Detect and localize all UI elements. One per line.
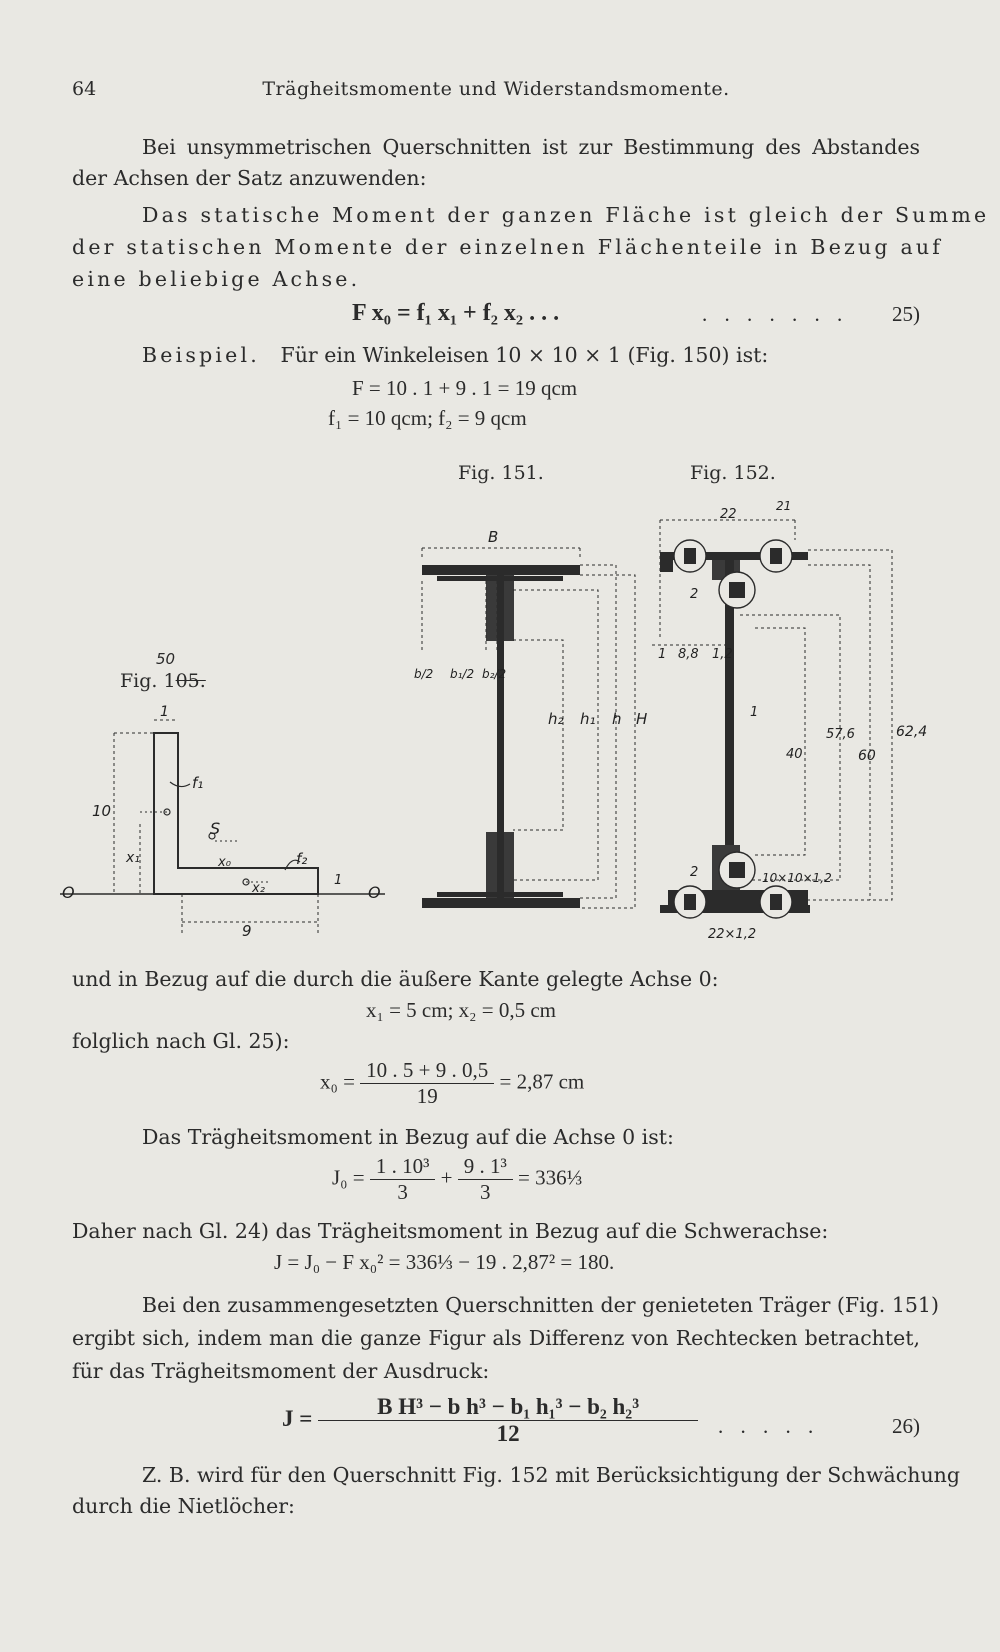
fig150-label-length: 9: [242, 922, 252, 940]
eq-x0-denominator: 19: [416, 1084, 438, 1108]
equation-x0: [320, 1058, 584, 1109]
paragraph-1-line-1: Bei unsymmetrischen Querschnitten ist zur Bestimmung des Abstandes: [142, 135, 920, 159]
paragraph-7-line-3: für das Trägheitsmoment der Ausdruck:: [72, 1359, 490, 1383]
fig150-label-x2: x₂: [252, 881, 265, 896]
fig152-label-top-22: 22: [720, 507, 737, 522]
fig151-label-h2: h₂: [548, 710, 564, 728]
eq-J0-fraction-2: [458, 1154, 513, 1205]
running-title: Trägheitsmomente und Widerstandsmomente.: [262, 78, 730, 100]
fig150-label-x1: x₁: [126, 850, 140, 866]
example-label: Beispiel.: [142, 343, 260, 367]
fig152-label-dim-60: 60: [858, 748, 876, 764]
eq-26-lhs: J =: [282, 1405, 313, 1431]
eq-J0-numerator-1: 1 . 10³: [370, 1154, 436, 1180]
fig-152-caption: Fig. 152.: [690, 462, 776, 484]
fig152-label-plate: 22×1,2: [708, 927, 757, 942]
eq-J0-fraction-1: [370, 1154, 436, 1205]
fig152-label-dim-8-8: 8,8: [678, 647, 699, 662]
equation-area: F = 10 . 1 + 9 . 1 = 19 qcm: [352, 376, 578, 400]
example-text: Für ein Winkeleisen 10 × 10 × 1 (Fig. 150) ist:: [280, 343, 769, 367]
eq-26-numerator: B H³ − b h³ − b₁ h₁³ − b₂ h₂³: [318, 1394, 698, 1421]
eq-J0-numerator-2: 9 . 1³: [458, 1154, 513, 1180]
equation-x1-x2: x₁ = 5 cm; x₂ = 0,5 cm: [366, 998, 556, 1022]
page-number: 64: [72, 78, 97, 100]
equation-J: J = J₀ − F x₀² = 336⅓ − 19 . 2,87² = 180.: [274, 1250, 615, 1274]
fig152-label-bottom-rivet-2: 2: [690, 865, 699, 880]
fig150-label-x0: x₀: [218, 855, 231, 870]
fig152-label-top-21: 21: [776, 499, 792, 513]
fig150-label-f2: f₂: [296, 850, 308, 868]
fig-151-dimension-labels: [414, 528, 647, 728]
fig151-label-h: h: [612, 710, 622, 728]
equation-J0: [332, 1154, 582, 1205]
eq-J0-plus: +: [440, 1165, 453, 1190]
paragraph-3: und in Bezug auf die durch die äußere Kante gelegte Achse 0:: [72, 967, 719, 991]
paragraph-8-line-1: Z. B. wird für den Querschnitt Fig. 152 mit Berücksichtigung der Schwächung: [142, 1463, 960, 1487]
fig-150-handwritten-correction: 50: [156, 650, 176, 668]
paragraph-1-line-2: der Achsen der Satz anzuwenden:: [72, 166, 427, 190]
fig151-label-b2-half: b₂/2: [482, 667, 507, 681]
fig151-label-B: B: [488, 528, 499, 546]
paragraph-7-line-2: ergibt sich, indem man die ganze Figur als Differenz von Rechtecken betrachtet,: [72, 1326, 920, 1350]
fig-151-riveted-girder: [422, 548, 635, 908]
paragraph-5: Das Trägheitsmoment in Bezug auf die Achse 0 ist:: [142, 1125, 674, 1149]
fig152-label-rivet-2: 2: [690, 587, 699, 602]
eq-J0-rhs: = 336⅓: [518, 1165, 583, 1190]
fig151-label-b-half: b/2: [414, 667, 434, 681]
paragraph-4: folglich nach Gl. 25):: [72, 1029, 290, 1053]
eq-J0-lhs: J₀ =: [332, 1165, 365, 1190]
fig152-label-dim-40: 40: [786, 747, 803, 762]
eq-26-denominator: 12: [496, 1421, 520, 1446]
fig150-label-thickness: 1: [334, 873, 343, 888]
fig-150-caption-text: Fig. 1: [120, 670, 176, 692]
fig151-label-H: H: [636, 710, 648, 728]
eq-x0-fraction: [360, 1058, 494, 1109]
paragraph-8-line-2: durch die Nietlöcher:: [72, 1494, 295, 1518]
fig152-label-dim-62-4: 62,4: [896, 724, 928, 740]
eq-x0-lhs: x₀ =: [320, 1069, 355, 1094]
fig151-label-h1: h₁: [580, 710, 596, 728]
fig150-label-f1: f₁: [192, 774, 204, 792]
fig152-label-web-1: 1: [750, 705, 759, 720]
fig150-label-axis-left: O: [62, 883, 75, 902]
equation-26-number: 26): [892, 1414, 920, 1438]
fig150-label-S: S: [210, 819, 221, 838]
eq-x0-numerator: 10 . 5 + 9 . 0,5: [360, 1058, 494, 1084]
fig-152-riveted-section: [652, 520, 892, 918]
equation-25-number: 25): [892, 302, 920, 326]
equation-25: F x₀ = f₁ x₁ + f₂ x₂ . . .: [352, 300, 560, 326]
eq-J0-denominator-2: 3: [480, 1180, 491, 1204]
theorem-line-1: Das statische Moment der ganzen Fläche ist gleich der Summe: [142, 203, 990, 227]
eq-26-fraction: [318, 1394, 698, 1447]
equation-25-leader: . . . . . . .: [702, 302, 849, 326]
theorem-line-2: der statischen Momente der einzelnen Flächenteile in Bezug auf: [72, 235, 944, 259]
fig-150-caption-struck: 05.: [175, 670, 206, 692]
fig151-label-b1-half: b₁/2: [450, 667, 475, 681]
fig-150-dimension-labels: [62, 704, 381, 940]
equation-26: [282, 1394, 698, 1447]
theorem-line-3: eine beliebige Achse.: [72, 267, 361, 291]
fig152-label-angle: 10×10×1,2: [762, 871, 832, 885]
fig150-label-axis-right: O: [368, 883, 381, 902]
eq-x0-rhs: = 2,87 cm: [499, 1069, 585, 1094]
paragraph-6: Daher nach Gl. 24) das Trägheitsmoment in Bezug auf die Schwerachse:: [72, 1219, 829, 1243]
eq-J0-denominator-1: 3: [397, 1180, 408, 1204]
equation-partial-areas: f₁ = 10 qcm; f₂ = 9 qcm: [328, 406, 527, 430]
fig152-label-dim-57-6: 57,6: [826, 727, 855, 742]
paragraph-7-line-1: Bei den zusammengesetzten Querschnitten der genieteten Träger (Fig. 151): [142, 1293, 939, 1317]
fig-151-caption: Fig. 151.: [458, 462, 544, 484]
fig-150-angle-section: [60, 720, 385, 935]
fig152-label-dim-1: 1: [658, 647, 667, 662]
fig150-label-width-top: 1: [160, 704, 169, 720]
fig152-label-dim-1-2: 1,2: [712, 647, 733, 662]
equation-26-leader: . . . . .: [718, 1414, 820, 1438]
fig150-label-height: 10: [92, 802, 112, 820]
